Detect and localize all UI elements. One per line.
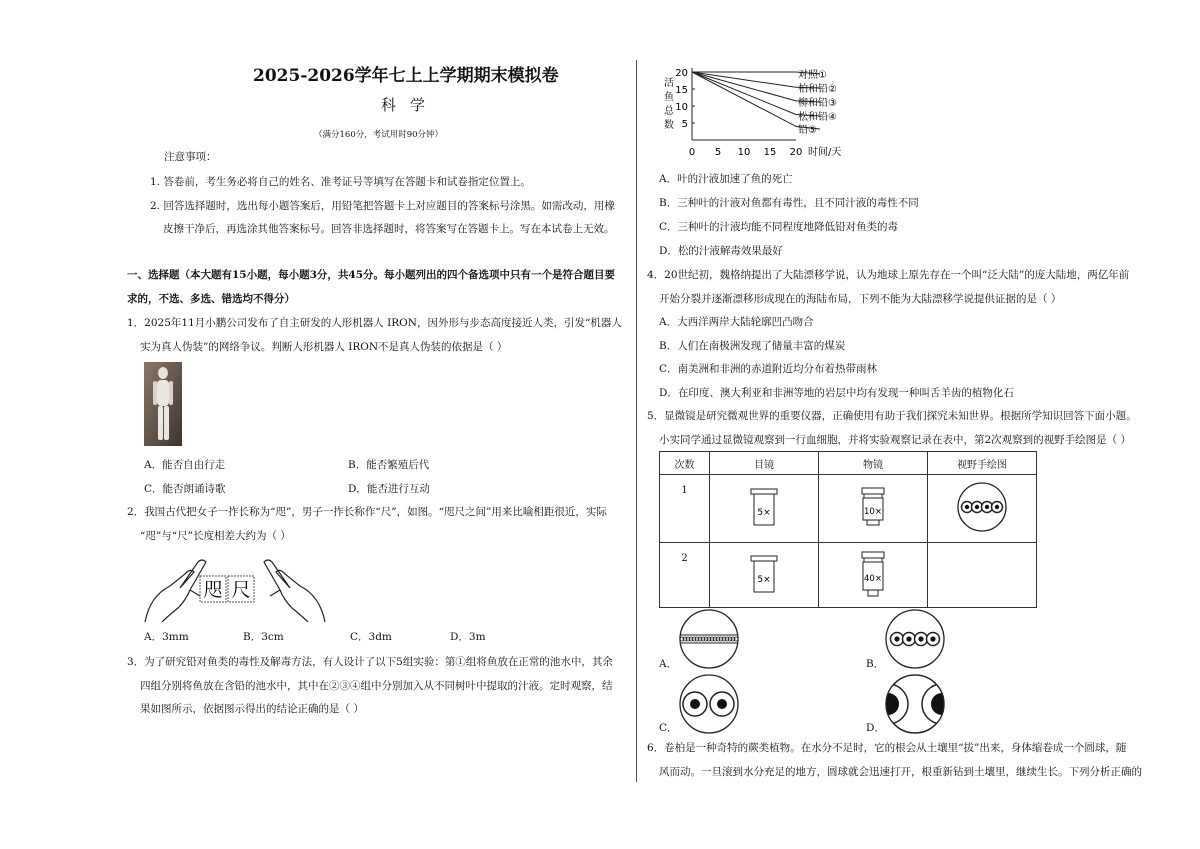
objective-cell bbox=[819, 543, 928, 608]
objective-mag: 40× bbox=[864, 573, 882, 584]
objective-mag: 10× bbox=[864, 507, 882, 517]
subject-title: 科学 bbox=[381, 96, 440, 114]
option-d-view bbox=[884, 673, 946, 735]
eyepiece-cell bbox=[710, 475, 819, 543]
q2-stem: 2．我国古代把女子一拃长称为“咫”，男子一拃长称作“尺”，如图。“咫尺之间”用来比喻相距很近，实际 bbox=[127, 506, 607, 518]
fish-survival-chart bbox=[656, 62, 856, 162]
q4-option-d: D．在印度、澳大利亚和非洲等地的岩层中均有发现一种叫舌羊齿的植物化石 bbox=[659, 387, 1014, 399]
q3-option-b: B．三种叶的汁液对鱼都有毒性，且不同汁液的毒性不同 bbox=[659, 197, 919, 209]
option-a-view bbox=[678, 608, 740, 670]
q5-option-a: A． bbox=[659, 658, 678, 670]
q1-stem: 实为真人伪装”的网络争议。判断人形机器人 IRON不是真人伪装的依据是（ ） bbox=[140, 341, 508, 353]
eyepiece-mag: 5× bbox=[757, 508, 771, 518]
q5-stem: 5．显微镜是研究微观世界的重要仪器，正确使用有助于我们探究未知世界。根据所学知识回答下面小题。 bbox=[647, 410, 1137, 422]
view-field-row1 bbox=[956, 481, 1008, 533]
q3-stem: 四组分别将鱼放在含铅的池水中，其中在②③④组中分别加入从不同树叶中提取的汁液。定时观察，结 bbox=[140, 680, 613, 692]
view-cell bbox=[928, 475, 1037, 543]
q4-option-b: B．人们在南极洲发现了储量丰富的煤炭 bbox=[659, 340, 846, 352]
eyepiece-mag: 5× bbox=[757, 574, 771, 585]
table-header: 物镜 bbox=[819, 452, 928, 475]
q1-option-b: B．能否繁殖后代 bbox=[348, 459, 430, 471]
q5-option-c: C． bbox=[659, 722, 678, 734]
chart-series-label: 对照① bbox=[798, 70, 827, 81]
chart-series-line bbox=[692, 72, 796, 101]
exam-meta: （满分160分，考试用时90分钟） bbox=[314, 130, 444, 140]
objective-icon bbox=[858, 550, 888, 598]
q4-stem: 4．20世纪初，魏格纳提出了大陆漂移学说，认为地球上原先存在一个叫“泛大陆”的庞大陆地，两亿年前 bbox=[647, 269, 1130, 281]
chart-x-tick: 20 bbox=[789, 147, 803, 158]
row-number: 2 bbox=[660, 543, 710, 608]
microscope-table bbox=[659, 451, 1037, 608]
q2-stem: “咫”与“尺”长度相差大约为（ ） bbox=[140, 530, 291, 542]
chart-ylabel-2: 鱼 bbox=[664, 92, 674, 103]
chart-y-tick: 5 bbox=[681, 119, 688, 130]
section-heading: 一、选择题（本大题有15小题，每小题3分，共45分。每小题列出的四个备选项中只有一个是符合题目要 bbox=[127, 269, 616, 281]
q2-option-b: B．3cm bbox=[243, 631, 284, 643]
robot-photo bbox=[144, 362, 182, 446]
q4-stem: 开始分裂并逐渐漂移形成现在的海陆布局，下列不能为大陆漂移学说提供证据的是（ ） bbox=[659, 293, 1062, 305]
chart-x-tick: 0 bbox=[688, 147, 696, 158]
q3-option-a: A．叶的汁液加速了鱼的死亡 bbox=[659, 173, 793, 185]
q5-option-b: B． bbox=[866, 658, 885, 670]
q2-option-d: D．3m bbox=[450, 631, 486, 643]
chart-ylabel-3: 总 bbox=[664, 106, 674, 117]
notice-item: 1. 答卷前，考生务必将自己的姓名、准考证号等填写在答题卡和试卷指定位置上。 bbox=[150, 176, 531, 188]
section-heading: 求的，不选、多选、错选均不得分） bbox=[127, 293, 295, 305]
option-b-view bbox=[884, 608, 946, 670]
table-header: 目镜 bbox=[710, 452, 819, 475]
eyepiece-icon bbox=[749, 554, 779, 594]
char-chi: 尺 bbox=[231, 579, 251, 601]
hand-span-diagram bbox=[140, 556, 330, 626]
chart-series-line bbox=[692, 72, 796, 115]
table-row bbox=[660, 543, 1037, 608]
notice-item: 2. 回答选择题时，选出每小题答案后，用铅笔把答题卡上对应题目的答案标号涂黑。如需改动，用橡 bbox=[150, 200, 615, 212]
q1-option-c: C．能否朗诵诗歌 bbox=[144, 483, 226, 495]
table-row bbox=[660, 475, 1037, 543]
eyepiece-icon bbox=[749, 487, 779, 527]
objective-cell bbox=[819, 475, 928, 543]
notice-title: 注意事项： bbox=[164, 151, 217, 163]
table-header: 视野手绘图 bbox=[928, 452, 1037, 475]
q3-stem: 3．为了研究铅对鱼类的毒性及解毒方法，有人设计了以下5组实验：第①组将鱼放在正常的池水中，其余 bbox=[127, 656, 613, 668]
q3-option-d: D．松的汁液解毒效果最好 bbox=[659, 245, 783, 257]
q4-option-c: C．南美洲和非洲的赤道附近均分布着热带雨林 bbox=[659, 363, 878, 375]
chart-series-label: 松和铅④ bbox=[798, 112, 837, 123]
chart-series-label: 柏和铅② bbox=[798, 84, 837, 95]
q6-stem: 6．卷柏是一种奇特的蕨类植物。在水分不足时，它的根会从土壤里“拔”出来，身体缩卷成一个圆球，随 bbox=[647, 742, 1127, 754]
exam-title: 2025-2026学年七上上学期期末模拟卷 bbox=[253, 66, 559, 86]
q1-option-d: D．能否进行互动 bbox=[348, 483, 430, 495]
q2-option-a: A．3mm bbox=[144, 631, 189, 643]
eyepiece-cell bbox=[710, 543, 819, 608]
chart-y-tick: 10 bbox=[675, 102, 688, 113]
objective-icon bbox=[858, 486, 888, 528]
q3-option-c: C．三种叶的汁液均能不同程度地降低铅对鱼类的毒 bbox=[659, 221, 899, 233]
chart-series-label: 柳和铅③ bbox=[798, 98, 837, 109]
chart-y-tick: 20 bbox=[675, 68, 688, 79]
q3-stem: 果如图所示，依据图示得出的结论正确的是（ ） bbox=[140, 703, 364, 715]
chart-x-tick: 5 bbox=[714, 147, 722, 158]
char-zhi: 咫 bbox=[203, 579, 223, 601]
chart-xlabel: 时间/天 bbox=[808, 147, 842, 158]
q5-option-d: D． bbox=[866, 722, 885, 734]
chart-y-tick: 15 bbox=[675, 85, 688, 96]
view-cell-empty bbox=[928, 543, 1037, 608]
chart-x-tick: 15 bbox=[763, 147, 777, 158]
column-divider bbox=[636, 60, 637, 782]
row-number: 1 bbox=[660, 475, 710, 543]
chart-ylabel-1: 活 bbox=[664, 78, 674, 89]
q6-stem: 风而动。一旦滚到水分充足的地方，圆球就会迅速打开，根重新钻到土壤里，继续生长。下列分析正确的 bbox=[659, 766, 1142, 778]
q1-stem: 1．2025年11月小鹏公司发布了自主研发的人形机器人 IRON，因外形与步态高度接近人类，引发“机器人 bbox=[127, 317, 622, 329]
option-c-view bbox=[678, 673, 740, 735]
chart-x-tick: 10 bbox=[737, 147, 751, 158]
q2-option-c: C．3dm bbox=[350, 631, 392, 643]
table-header: 次数 bbox=[660, 452, 710, 475]
notice-item: 皮擦干净后，再选涂其他答案标号。回答非选择题时，将答案写在答题卡上。写在本试卷上无效。 bbox=[163, 223, 615, 235]
chart-ylabel-4: 数 bbox=[664, 120, 674, 131]
chart-series-line bbox=[692, 72, 796, 126]
q4-option-a: A．大西洋两岸大陆轮廓凹凸吻合 bbox=[659, 316, 814, 328]
chart-series-label: 铅⑤ bbox=[798, 125, 817, 136]
q5-stem: 小实同学通过显微镜观察到一行血细胞，并将实验观察记录在表中，第2次观察到的视野手绘图是（ ） bbox=[659, 434, 1132, 446]
q1-option-a: A．能否自由行走 bbox=[144, 459, 226, 471]
